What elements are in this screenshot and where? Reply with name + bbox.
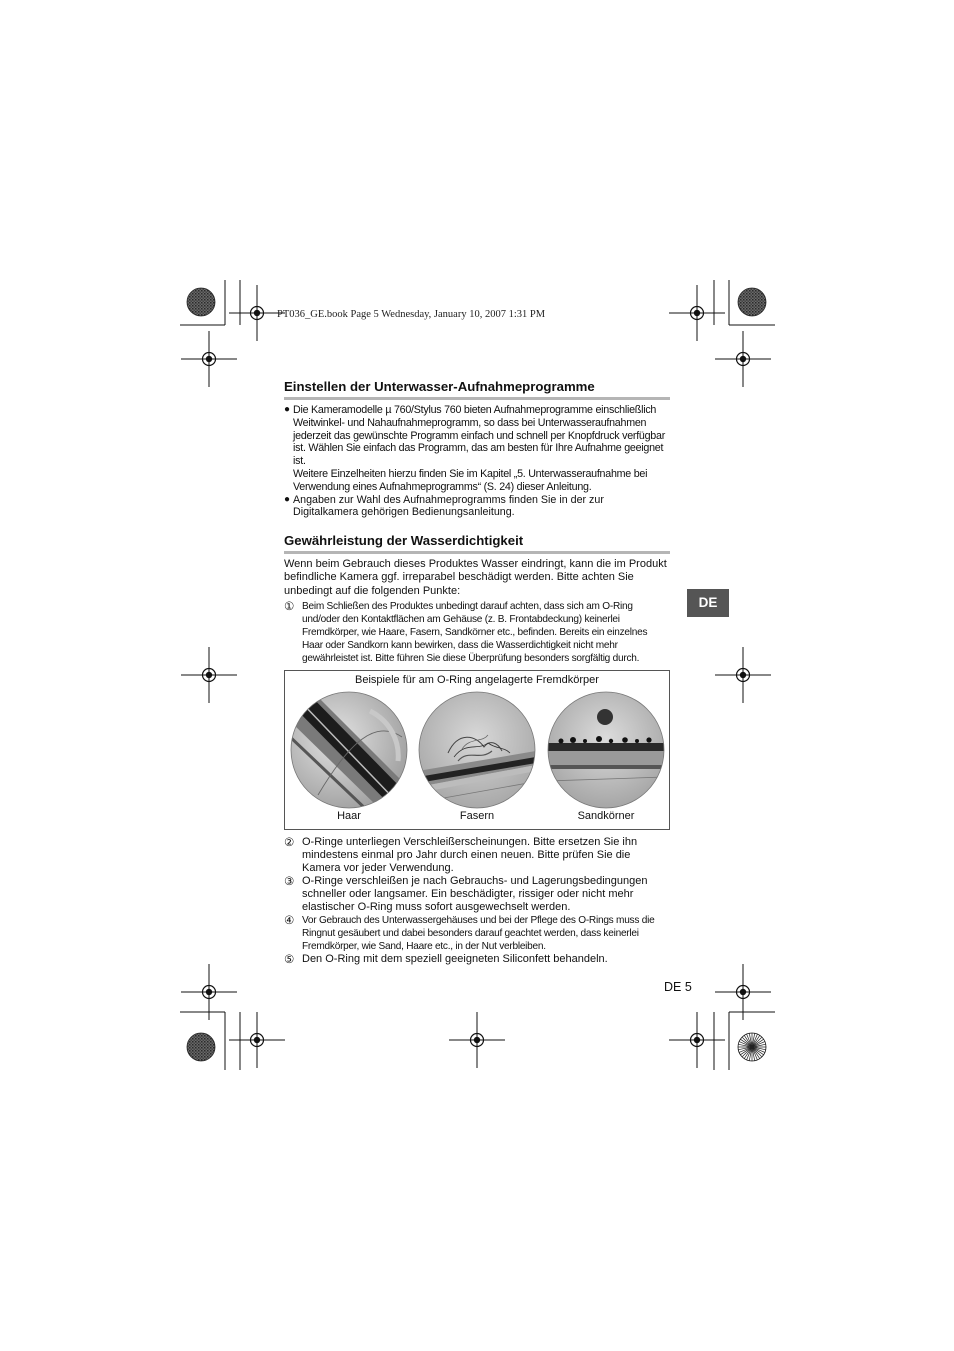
intro-paragraph: Wenn beim Gebrauch dieses Produktes Wasser eindringt, kann die im Produkt befindliche Kamera ggf. irreparabel beschädigt werden. Bitte achten Sie unbedingt auf die folgenden Punkte:	[284, 558, 667, 597]
foreign-matter-figure	[284, 670, 670, 830]
list-item	[284, 953, 670, 966]
fibers-photo	[418, 691, 536, 809]
page-number: DE 5	[664, 980, 692, 994]
bullet-text: Die Kameramodelle µ 760/Stylus 760 bieten Aufnahmeprogramme einschließlich Weitwinkel- und Nahaufnahmeprogramm, so dass bei Unterwasseraufnahmen jederzeit das gewünschte Programm einfach und schnell per Knopfdruck verfügbar ist. Wählen Sie einfach das Programm, das am besten für Ihre Aufnahme geeignet ist.	[293, 404, 665, 468]
step-number: ④	[284, 913, 295, 928]
bullet-reference-text: Weitere Einzelheiten hierzu finden Sie im Kapitel „5. Unterwasseraufnahme bei Verwendung eines Aufnahmeprogramms“ (S. 24) dieser Anleitung.	[293, 467, 648, 493]
section-heading-programs: Einstellen der Unterwasser-Aufnahmeprogramme	[284, 379, 670, 400]
step-text: Beim Schließen des Produktes unbedingt darauf achten, dass sich am O-Ring und/oder den Kontaktflächen am Gehäuse (z. B. Frontabdeckung) keinerlei Fremdkörper, wie Haare, Fasern, Sandkörner etc., befinden. Bereits ein einzelnes Haar oder Sandkorn kann bewirken, dass die Wasserdichtigkeit nicht mehr gewährleistet ist. Bitte führen Sie diese Überprüfung besonders sorgfältig durch.	[302, 601, 648, 665]
list-item	[284, 600, 670, 665]
language-tab: DE	[687, 589, 729, 617]
list-item	[284, 836, 670, 875]
bullet-dot: ●	[284, 404, 291, 415]
program-bullet-list	[284, 404, 670, 519]
print-header-line: PT036_GE.book Page 5 Wednesday, January 10, 2007 1:31 PM	[277, 309, 546, 320]
step-number: ②	[284, 835, 295, 850]
steps-list-continued	[284, 836, 670, 966]
list-item	[284, 404, 670, 494]
step-text: Vor Gebrauch des Unterwassergehäuses und bei der Pflege des O-Rings muss die Ringnut gesäubert und dabei besonders darauf geachtet werden, dass keinerlei Fremdkörper, wie Sand, Haare etc., in der Nut verbleiben.	[302, 915, 655, 953]
hair-photo	[290, 691, 408, 809]
figure-title: Beispiele für am O-Ring angelagerte Fremdkörper	[355, 674, 599, 687]
page-content	[284, 379, 670, 966]
section-heading-waterproofing: Gewährleistung der Wasserdichtigkeit	[284, 533, 670, 554]
list-item	[284, 494, 670, 520]
step-number: ③	[284, 874, 295, 889]
step-number: ⑤	[284, 952, 295, 967]
step-text: Den O-Ring mit dem speziell geeigneten Siliconfett behandeln.	[302, 953, 608, 966]
caption-fibers: Fasern	[459, 810, 495, 823]
bullet-text: Angaben zur Wahl des Aufnahmeprogramms finden Sie in der zur Digitalkamera gehörigen Bedienungsanleitung.	[293, 493, 604, 519]
caption-sand: Sandkörner	[577, 810, 635, 823]
step-text: O-Ringe unterliegen Verschleißerscheinungen. Bitte ersetzen Sie ihn mindestens einmal pro Jahr durch einen neuen. Bitte prüfen Sie die Kamera vor jeder Verwendung.	[302, 836, 638, 875]
sand-photo	[547, 691, 665, 809]
step-number: ①	[284, 599, 295, 614]
list-item	[284, 875, 670, 914]
step-text: O-Ringe verschleißen je nach Gebrauchs- und Lagerungsbedingungen schneller oder langsamer. Ein beschädigter, rissiger oder nicht mehr elastischer O-Ring muss sofort ausgewechselt werden.	[302, 875, 648, 914]
caption-hair: Haar	[337, 810, 361, 823]
list-item	[284, 914, 670, 953]
bullet-dot: ●	[284, 493, 291, 505]
steps-list	[284, 600, 670, 665]
